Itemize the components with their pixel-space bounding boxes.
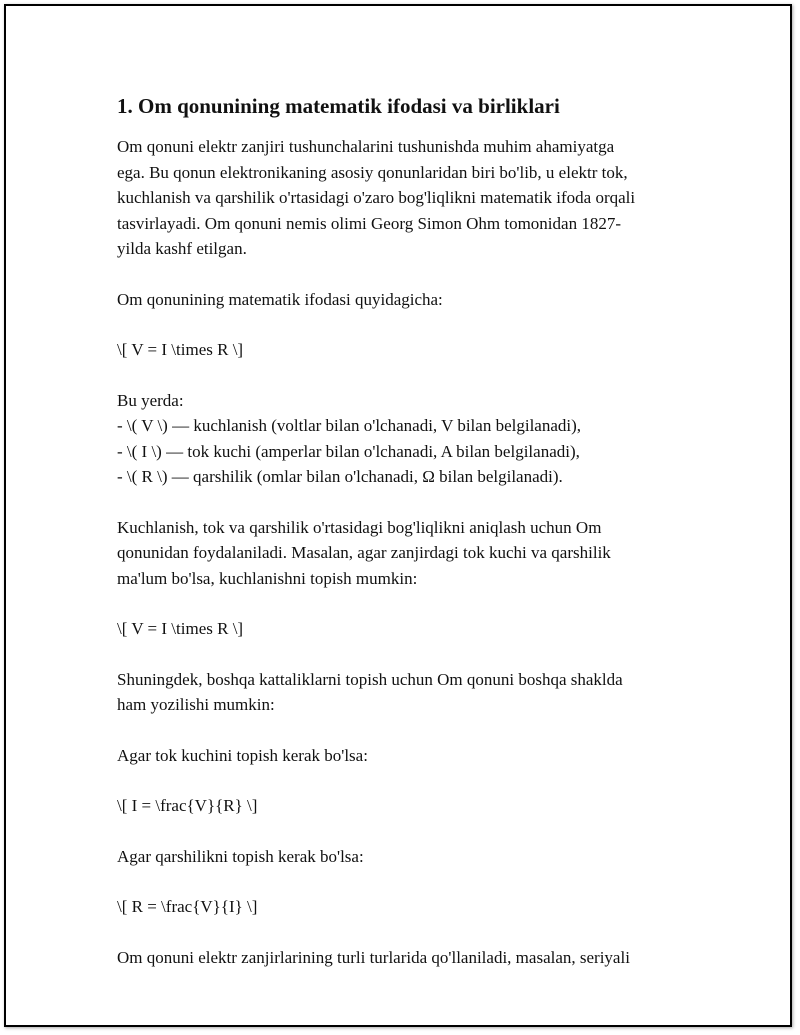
document-body: [117, 92, 697, 995]
formula-current: \[ I = \frac{V}{R} \]: [117, 796, 258, 815]
text-line: kuchlanish va qarshilik o'rtasidagi o'zaro bog'liqlikni matematik ifoda orqali: [117, 188, 636, 207]
section-heading: 1. Om qonunining matematik ifodasi va birliklari: [117, 94, 560, 118]
usage-paragraph: [117, 515, 697, 592]
text-line: qonunidan foydalaniladi. Masalan, agar zanjirdagi tok kuchi va qarshilik: [117, 543, 611, 562]
text-line: yilda kashf etilgan.: [117, 239, 247, 258]
text-line: ega. Bu qonun elektronikaning asosiy qonunlaridan biri bo'lib, u elektr tok,: [117, 162, 628, 182]
definitions-list: [117, 388, 697, 490]
current-intro-paragraph: Agar tok kuchini topish kerak bo'lsa:: [117, 745, 368, 765]
formula-resistance: \[ R = \frac{V}{I} \]: [117, 897, 258, 916]
formula-intro-paragraph: Om qonunining matematik ifodasi quyidagicha:: [117, 289, 443, 309]
resistance-intro-paragraph: Agar qarshilikni topish kerak bo'lsa:: [117, 846, 364, 866]
formula-voltage: \[ V = I \times R \]: [117, 340, 244, 359]
text-line: Shuningdek, boshqa kattaliklarni topish uchun Om qonuni boshqa shaklda: [117, 669, 623, 689]
formula-voltage-repeat: \[ V = I \times R \]: [117, 619, 244, 638]
text-line: Kuchlanish, tok va qarshilik o'rtasidagi bog'liqlikni aniqlash uchun Om: [117, 517, 602, 537]
definition-item-voltage: - \( V \) — kuchlanish (voltlar bilan o'lchanadi, V bilan belgilanadi),: [117, 416, 582, 435]
text-line: ham yozilishi mumkin:: [117, 695, 275, 714]
other-forms-paragraph: [117, 667, 697, 718]
definitions-label: Bu yerda:: [117, 390, 184, 410]
text-line: ma'lum bo'lsa, kuchlanishni topish mumkin:: [117, 568, 418, 588]
definition-item-current: - \( I \) — tok kuchi (amperlar bilan o'lchanadi, A bilan belgilanadi),: [117, 441, 580, 461]
text-line: Om qonuni elektr zanjiri tushunchalarini tushunishda muhim ahamiyatga: [117, 137, 615, 156]
definition-item-resistance: - \( R \) — qarshilik (omlar bilan o'lchanadi, Ω bilan belgilanadi).: [117, 467, 563, 486]
applications-paragraph: Om qonuni elektr zanjirlarining turli turlarida qo'llaniladi, masalan, seriyali: [117, 947, 630, 967]
text-line: tasvirlayadi. Om qonuni nemis olimi Georg Simon Ohm tomonidan 1827-: [117, 213, 621, 233]
intro-paragraph: [117, 134, 697, 262]
